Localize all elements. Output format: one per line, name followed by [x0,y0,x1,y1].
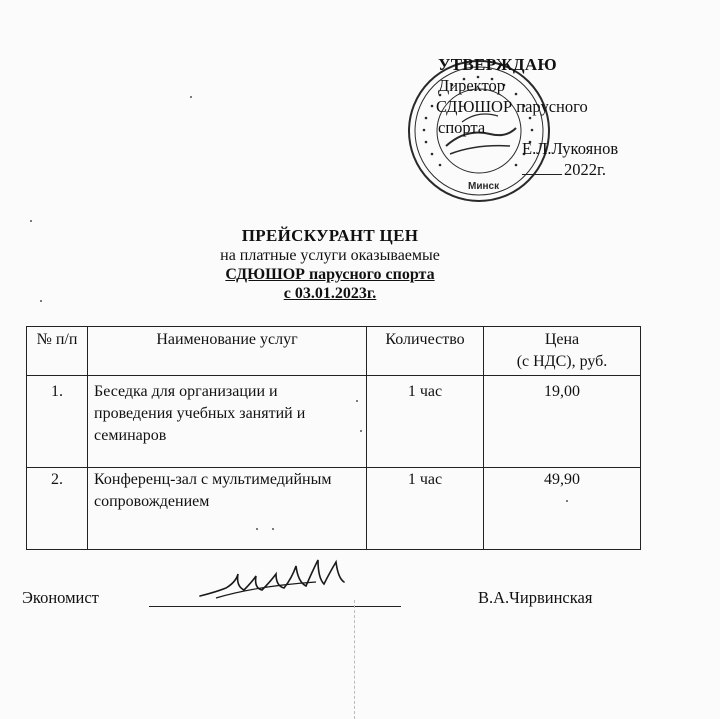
approval-signatory: Е.Л.Лукоянов [522,139,619,158]
row-price: 49,90 [484,468,641,550]
signature-line [149,606,401,607]
scan-artifact-line [354,600,355,719]
heading-effective-date: с 03.01.2023г. [283,285,377,302]
header-price [484,327,641,376]
table-row [27,376,641,468]
header-price-line2: (с НДС), руб. [516,353,608,370]
stamp-city: Минск [468,181,500,192]
heading-subtitle: на платные услуги оказываемые [220,247,440,264]
table-header-row [27,327,641,376]
row-num: 2. [27,468,88,550]
row-qty: 1 час [367,468,484,550]
header-num: № п/п [27,327,88,376]
approval-date [522,159,710,180]
row-num: 1. [27,376,88,468]
approval-date-suffix: 2022г. [564,160,607,179]
signer-role: Экономист [22,588,99,607]
handwritten-signature [196,552,356,612]
row-service-name: Конференц-зал с мультимедийным сопровождением [88,468,367,550]
header-price-line1: Цена [544,331,580,348]
row-service-name: Беседка для организации и проведения учебных занятий и семинаров [88,376,367,468]
table-row [27,468,641,550]
row-price: 19,00 [484,376,641,468]
date-blank [522,174,562,175]
approval-organization: СДЮШОР парусного [436,97,588,116]
approval-block [430,54,710,180]
heading-organization: СДЮШОР парусного спорта [225,266,435,283]
approval-organization-cont: спорта [438,118,486,137]
document-heading [180,226,480,303]
approval-title: УТВЕРЖДАЮ [438,55,557,74]
row-qty: 1 час [367,376,484,468]
signer-name: В.А.Чирвинская [478,588,593,607]
heading-title: ПРЕЙСКУРАНТ ЦЕН [241,226,419,245]
approval-position: Директор [438,76,505,95]
header-name: Наименование услуг [88,327,367,376]
header-qty: Количество [367,327,484,376]
price-table [26,326,641,550]
